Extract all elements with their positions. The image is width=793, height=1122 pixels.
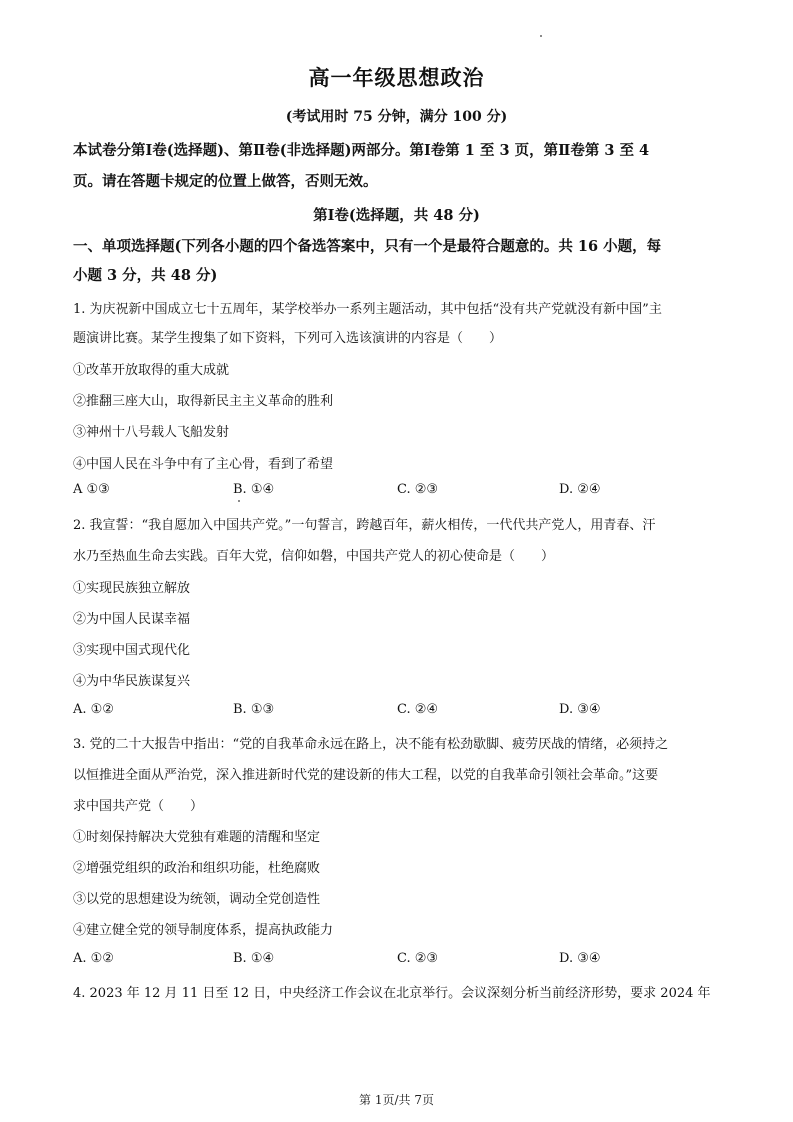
option-c: C. ②③ bbox=[397, 951, 439, 966]
page-footer: 第 1页/共 7页 bbox=[359, 1093, 434, 1107]
question-stem: 2. 我宣誓：“我自愿加入中国共产党。”一句誓言，跨越百年，薪火相传，一代代共产党人，用青春、汗 bbox=[73, 518, 656, 533]
statement-item: ④建立健全党的领导制度体系，提高执政能力 bbox=[73, 923, 334, 938]
option-d: D. ③④ bbox=[559, 951, 601, 966]
option-a: A ①③ bbox=[73, 482, 110, 497]
statement-item: ④为中华民族谋复兴 bbox=[73, 674, 191, 689]
question-stem: 题演讲比赛。某学生搜集了如下资料，下列可入选该演讲的内容是（ ） bbox=[73, 331, 503, 346]
question-stem: 1. 为庆祝新中国成立七十五周年，某学校举办一系列主题活动，其中包括“没有共产党就没有新中国”主 bbox=[73, 302, 662, 317]
option-b: B. ①③ bbox=[233, 702, 275, 717]
intro-line-1: 本试卷分第Ⅰ卷(选择题)、第Ⅱ卷(非选择题)两部分。第Ⅰ卷第 1 至 3 页，第Ⅱ卷第 3 至 4 bbox=[73, 142, 650, 159]
question-stem: 水乃至热血生命去实践。百年大党，信仰如磐，中国共产党人的初心使命是（ ） bbox=[73, 549, 555, 564]
question-stem: 4. 2023 年 12 月 11 日至 12 日，中央经济工作会议在北京举行。会议深刻分析当前经济形势，要求 2024 年 bbox=[73, 986, 711, 1001]
statement-item: ④中国人民在斗争中有了主心骨，看到了希望 bbox=[73, 457, 334, 472]
option-d: D. ③④ bbox=[559, 702, 601, 717]
option-b: B. ①④ bbox=[233, 482, 275, 497]
section-heading: 第Ⅰ卷(选择题，共 48 分) bbox=[313, 207, 480, 224]
statement-item: ①改革开放取得的重大成就 bbox=[73, 363, 230, 378]
intro-line-2: 页。请在答题卡规定的位置上做答，否则无效。 bbox=[73, 173, 378, 190]
page-title: 高一年级思想政治 bbox=[308, 65, 485, 90]
option-b: B. ①④ bbox=[233, 951, 275, 966]
part-heading-line-2: 小题 3 分，共 48 分) bbox=[73, 267, 218, 284]
statement-item: ①时刻保持解决大党独有难题的清醒和坚定 bbox=[73, 830, 321, 845]
statement-item: ③实现中国式现代化 bbox=[73, 643, 191, 658]
part-heading-line-1: 一、单项选择题(下列各小题的四个备选答案中，只有一个是最符合题意的。共 16 小题，每 bbox=[73, 238, 662, 255]
option-c: C. ②③ bbox=[397, 482, 439, 497]
statement-item: ③神州十八号载人飞船发射 bbox=[73, 425, 230, 440]
question-stem: 求中国共产党（ ） bbox=[73, 799, 204, 814]
question-stem: 以恒推进全面从严治党，深入推进新时代党的建设新的伟大工程，以党的自我革命引领社会革命。”这要 bbox=[73, 768, 659, 783]
option-a: A. ①② bbox=[73, 702, 114, 717]
statement-item: ③以党的思想建设为统领，调动全党创造性 bbox=[73, 892, 321, 907]
statement-item: ②为中国人民谋幸福 bbox=[73, 612, 191, 627]
statement-item: ①实现民族独立解放 bbox=[73, 581, 191, 596]
option-d: D. ②④ bbox=[559, 482, 601, 497]
scan-dot bbox=[540, 35, 542, 37]
scan-dot bbox=[238, 500, 240, 502]
statement-item: ②增强党组织的政治和组织功能，杜绝腐败 bbox=[73, 861, 321, 876]
option-a: A. ①② bbox=[73, 951, 114, 966]
option-c: C. ②④ bbox=[397, 702, 439, 717]
question-stem: 3. 党的二十大报告中指出：“党的自我革命永远在路上，决不能有松劲歇脚、疲劳厌战的情绪，必须持之 bbox=[73, 737, 669, 752]
statement-item: ②推翻三座大山，取得新民主主义革命的胜利 bbox=[73, 394, 334, 409]
exam-subtitle: (考试用时 75 分钟，满分 100 分) bbox=[285, 109, 508, 125]
